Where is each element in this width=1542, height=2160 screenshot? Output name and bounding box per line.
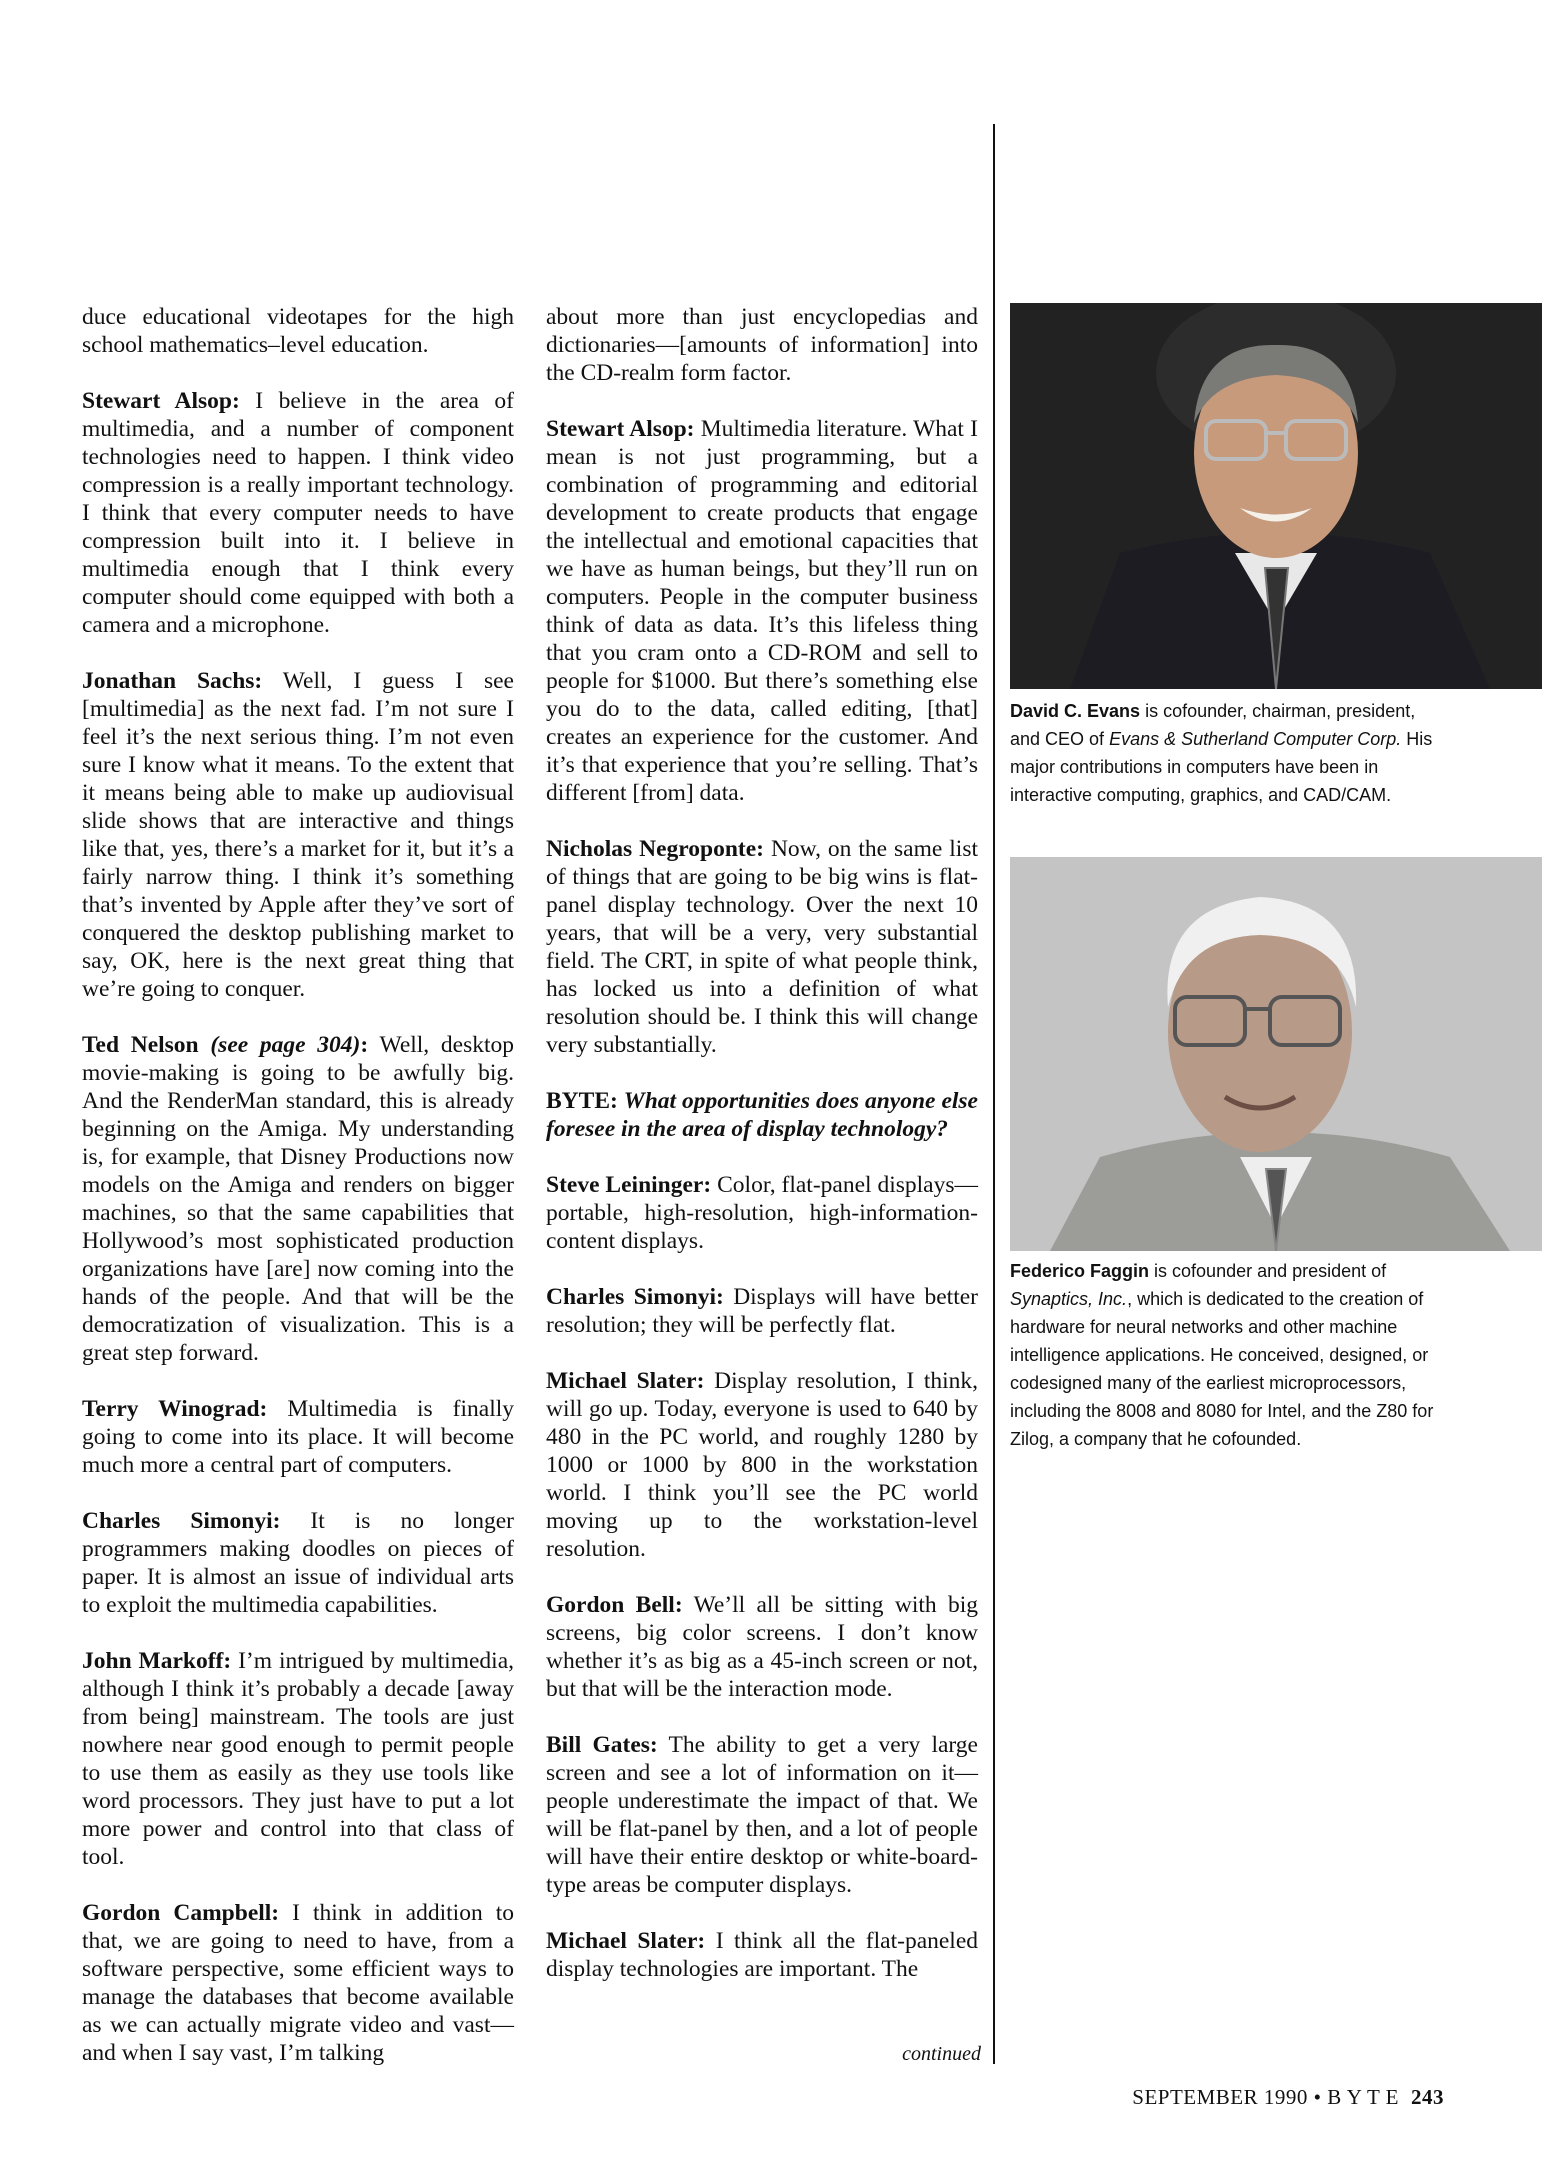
paragraph: Stewart Alsop: I believe in the area of multimedia, and a number of component technologies need to happen. I think video compression is a really important technology. I think that every computer needs to have compression built into it. I believe in multimedia enough that I think every computer should come equipped with both a camera and a microphone. <box>82 388 515 638</box>
speaker-name: Nicholas Negroponte: <box>546 836 764 862</box>
portrait-photo-evans <box>1010 303 1542 689</box>
caption-name: Federico Faggin <box>1010 1261 1150 1281</box>
speaker-name: Bill Gates: <box>546 1732 658 1758</box>
continued-label: continued <box>902 2043 981 2065</box>
paragraph: Gordon Bell: We’ll all be sitting with big screens, big color screens. I don’t know whether it’s as big as a 45-inch screen or not, but that will be the interaction mode. <box>546 1592 978 1702</box>
speaker-name: Michael Slater: <box>546 1368 705 1394</box>
page-reference: (see page 304) <box>210 1032 361 1058</box>
paragraph: Ted Nelson (see page 304): Well, desktop movie-making is going to be awfully big. And the RenderMan standard, this is already beginning on the Amiga. My understanding is, for example, that Disney Productions now models on the Amiga and renders on bigger machines, so that the same capabilities that Hollywood’s most sophisticated production organizations have [are] now coming into the hands of the people. And that will be the democratization of visualization. This is a great step forward. <box>82 1032 514 1366</box>
speaker-name: Gordon Campbell: <box>82 1900 280 1926</box>
speaker-name: Jonathan Sachs: <box>82 668 263 694</box>
paragraph: Stewart Alsop: Multimedia literature. What I mean is not just programming, but a combination of programming and editorial development to create products that engage the intellectual and emotional capacities that we have as human beings, but they’ll run on computers. People in the computer business think of data as data. It’s this lifeless thing that you cram onto a CD-ROM and sell to people for $1000. But there’s something else you do to the data, called editing, [that] creates an experience for the customer. And it’s that experience that you’re selling. That’s different [from] data. <box>546 416 978 806</box>
caption-company: Evans & Sutherland Computer Corp. <box>1109 729 1402 749</box>
paragraph: Jonathan Sachs: Well, I guess I see [multimedia] as the next fad. I’m not sure I feel it’s the next serious thing. I’m not even sure I know what it means. To the extent that it means being able to make up audiovisual slide shows that are interactive and things like that, yes, there’s a market for it, but it’s a fairly narrow thing. I think it’s something that’s invented by Apple after they’ve sort of conquered the desktop publishing market to say, OK, here is the next great thing that we’re going to conquer. <box>82 668 514 1002</box>
speaker-name: Terry Winograd: <box>82 1396 268 1422</box>
speaker-name: Stewart Alsop: <box>546 416 695 442</box>
byte-question: BYTE: What opportunities does anyone else foresee in the area of display technology? <box>546 1088 978 1142</box>
paragraph: Terry Winograd: Multimedia is finally going to come into its place. It will become much more a central part of computers. <box>82 1396 514 1478</box>
speaker-name: John Markoff: <box>82 1648 232 1674</box>
portrait-photo-faggin <box>1010 857 1542 1251</box>
photo-caption-faggin: Federico Faggin is cofounder and president of Synaptics, Inc., which is dedicated to the creation of hardware for neural networks and other machine intelligence applications. He conceived, designed, or codesigned many of the earliest microprocessors, including the 8008 and 8080 for Intel, and the Z80 for Zilog, a company that he cofounded. <box>1010 1261 1434 1449</box>
speaker-name: Charles Simonyi: <box>546 1284 724 1310</box>
portrait-evans-illustration <box>1010 303 1542 689</box>
paragraph: about more than just encyclopedias and dictionaries—[amounts of information] into the CD-realm form factor. <box>546 304 978 386</box>
speaker-name: Stewart Alsop: <box>82 388 240 414</box>
paragraph: John Markoff: I’m intrigued by multimedia, although I think it’s probably a decade [away from being] mainstream. The tools are just nowhere near good enough to permit people to use them as easily as they use tools like word processors. They just have to put a lot more power and control into that class of tool. <box>82 1648 515 1870</box>
speaker-name: Ted Nelson <box>82 1032 199 1058</box>
photo-caption-evans: David C. Evans is cofounder, chairman, president, and CEO of Evans & Sutherland Computer Corp. His major contributions in computers have been in interactive computing, graphics, and CAD/CAM. <box>1010 701 1433 805</box>
speaker-name: Gordon Bell: <box>546 1592 683 1618</box>
issue-label: SEPTEMBER 1990 • B Y T E <box>1132 2085 1399 2109</box>
portrait-faggin-illustration <box>1010 857 1542 1251</box>
speaker-name: Charles Simonyi: <box>82 1508 281 1534</box>
caption-company: Synaptics, Inc. <box>1010 1289 1128 1309</box>
paragraph: Nicholas Negroponte: Now, on the same list of things that are going to be big wins is flat-panel display technology. Over the next 10 years, that will be a very, very substantial field. The CRT, in spite of what people think, has locked us into a definition of what resolution should be. I think this will change very substantially. <box>546 836 978 1058</box>
paragraph: Gordon Campbell: I think in addition to that, we are going to need to have, from a software perspective, some efficient ways to manage the databases that become available as we can actually migrate video and vast—and when I say vast, I’m talking <box>82 1900 514 2066</box>
paragraph: Charles Simonyi: Displays will have better resolution; they will be perfectly flat. <box>546 1284 979 1338</box>
column-divider <box>993 124 995 2064</box>
paragraph: Michael Slater: Display resolution, I think, will go up. Today, everyone is used to 640 by 480 in the PC world, and roughly 1280 by 1000 or 1000 by 800 in the workstation world. I think you’ll see the PC world moving up to the workstation-level resolution. <box>546 1368 979 1562</box>
speaker-name: BYTE: <box>546 1088 618 1114</box>
paragraph: Charles Simonyi: It is no longer programmers making doodles on pieces of paper. It is almost an issue of individual arts to exploit the multimedia capabilities. <box>82 1508 514 1618</box>
paragraph: Bill Gates: The ability to get a very large screen and see a lot of information on it—people underestimate the impact of that. We will be flat-panel by then, and a lot of people will have their entire desktop or white-board-type areas be computer displays. <box>546 1732 978 1898</box>
paragraph: Michael Slater: I think all the flat-paneled display technologies are important. The <box>546 1928 979 1982</box>
paragraph: duce educational videotapes for the high school mathematics–level education. <box>82 304 514 358</box>
speaker-name: Michael Slater: <box>546 1928 706 1954</box>
paragraph: Steve Leininger: Color, flat-panel displays—portable, high-resolution, high-information-content displays. <box>546 1172 979 1254</box>
caption-name: David C. Evans <box>1010 701 1141 721</box>
article-column-1 <box>82 303 514 2095</box>
page-footer <box>1100 2084 1444 2110</box>
page-number: 243 <box>1411 2085 1444 2109</box>
speaker-name: Steve Leininger: <box>546 1172 712 1198</box>
article-column-2 <box>546 303 978 2011</box>
